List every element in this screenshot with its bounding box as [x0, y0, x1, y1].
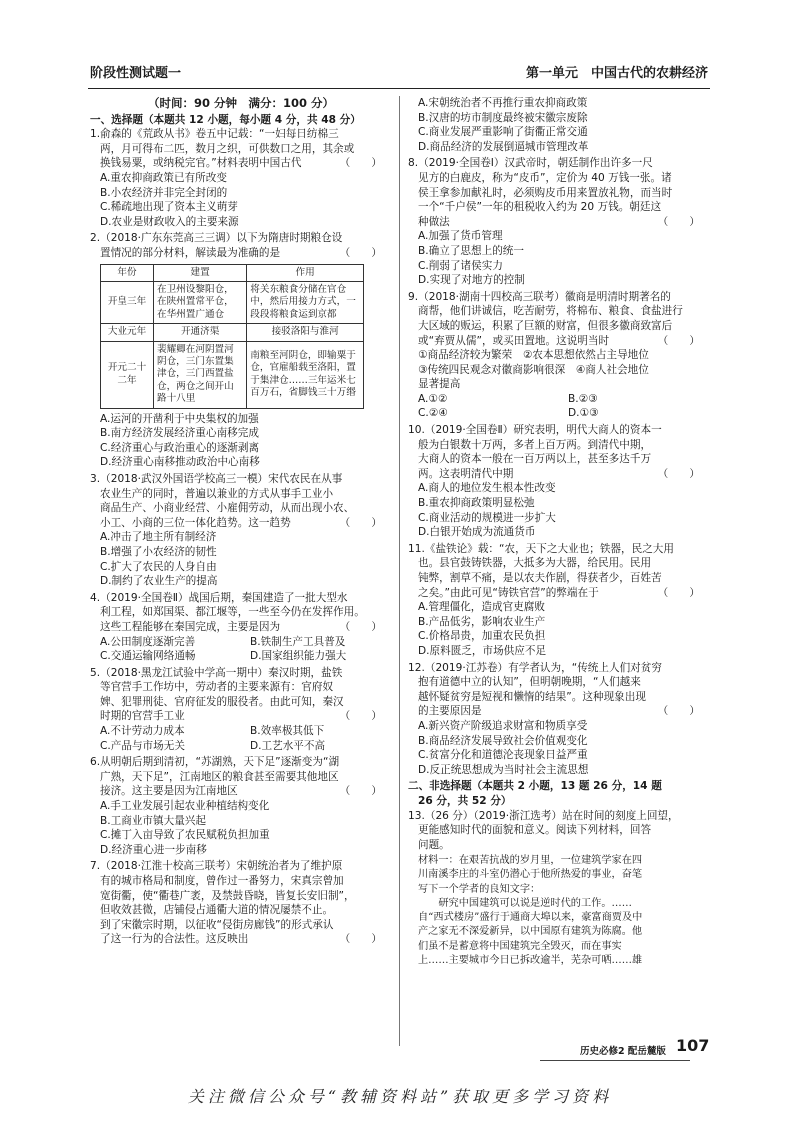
- option-c: C.商业活动的规模进一步扩大: [418, 511, 556, 524]
- question-5: [90, 666, 392, 754]
- option-a: A.新兴资产阶级追求财富和物质享受: [418, 719, 588, 732]
- option-c: C.稀疏地出现了资本主义萌芽: [100, 201, 238, 214]
- option-a: A.重农抑商政策已有所改变: [100, 171, 227, 184]
- question-stem-line: 4.（2019·全国卷Ⅱ）战国后期，秦国建造了一批大型水: [90, 591, 348, 604]
- question-stem-line: 9.（2018·湖南十四校高三联考）徽商是明清时期著名的: [408, 290, 671, 303]
- option-b: B.产品低劣，影响农业生产: [418, 615, 546, 628]
- section-choice-title: 一、选择题（本题共 12 小题，每小题 4 分，共 48 分）: [90, 113, 361, 126]
- option-a: A.宋朝统治者不再推行重农抑商政策: [418, 97, 588, 109]
- statement-line: 显著提高: [418, 378, 461, 391]
- table-cell-year: 开元二十二年: [101, 341, 154, 408]
- option-b: B.商品经济发展导致社会价值观变化: [418, 734, 588, 747]
- option-b: B.南方经济发展经济重心南移完成: [100, 427, 259, 440]
- question-stem-line: 换钱易粟，或纳税完官。”材料表明中国古代 （ ）: [90, 156, 392, 171]
- material-line: 自“西式楼房”盛行于通商大埠以来，豪富商贾及中: [418, 912, 643, 924]
- question-stem-line: 到了宋徽宗时期，以征收“侵街房廊钱”的形式承认: [100, 918, 334, 931]
- question-stem-line: 时期的官营手工业 （ ）: [90, 709, 392, 724]
- option-a: A.不计劳动力成本: [100, 725, 185, 738]
- option-a: A.①②: [418, 392, 448, 405]
- question-2: [90, 231, 392, 470]
- question-stem-line: 也。县官鼓铸铁器，大抵多为大器，给民用。民用: [418, 557, 652, 570]
- question-7-options: [408, 96, 710, 154]
- table-cell-build: 在卫州设黎阳仓，在陕州置常平仓，在华州置广通仓: [154, 281, 247, 323]
- question-stem-line: 两，月可得布二匹，数月之织，可供数口之用，其余或: [100, 142, 355, 155]
- promo-handwriting: 关注微信公众号“教辅资料站”获取更多学习资料: [187, 1087, 613, 1106]
- option-c: C.贫富分化和道德沦丧现象日益严重: [418, 749, 588, 762]
- question-stem-line: 抱有道德中立的认知”，但明朝晚期，“人们越来: [418, 676, 641, 689]
- option-a: A.公田制度逐渐完善: [100, 635, 196, 648]
- material-line: 材料一：在艰苦抗战的岁月里，一位建筑学家在四: [418, 855, 643, 867]
- time-limit: （时间：90 分钟 满分：100 分）: [147, 96, 334, 110]
- answer-paren: （ ）: [339, 710, 382, 723]
- header-unit-title: 第一单元 中国古代的农耕经济: [525, 66, 708, 81]
- question-stem-line: 的主要原因是 （ ）: [408, 704, 710, 719]
- option-c: C.②④: [418, 407, 448, 420]
- question-stem-line: 商品生产、小商业经营、小雇佣劳动，从而出现小农、: [100, 502, 355, 515]
- question-stem-line: 或“弃贾从儒”，或买田置地。这说明当时 （ ）: [408, 334, 710, 349]
- question-stem-line: 般为白银数十万两，多者上百万两。到清代中期，: [418, 438, 652, 451]
- page-header: [90, 62, 708, 84]
- option-d: D.商品经济的发展倒逼城市管理改革: [418, 140, 589, 153]
- question-stem-line: 置情况的部分材料，解读最为准确的是 （ ）: [90, 246, 392, 261]
- table-cell-year: 大业元年: [101, 324, 154, 341]
- question-stem-line: 钝弊，割草不痛，是以农夫作剧，得获者少，百姓苦: [418, 572, 662, 584]
- option-b: B.小农经济并非完全封闭的: [100, 186, 228, 199]
- option-row: [90, 635, 392, 650]
- option-b: B.增强了小农经济的韧性: [100, 545, 217, 558]
- material-line: 上……主要城市今日已拆改逾半，芜杂可哂……雄: [418, 954, 643, 966]
- question-4: [90, 591, 392, 664]
- material-line: 研究中国建筑可以说是逆时代的工作。……: [418, 897, 632, 909]
- option-a: A.管理僵化，造成官吏腐败: [418, 601, 545, 614]
- option-b: B.②③: [568, 392, 598, 405]
- option-b: B.工商业市镇大量兴起: [100, 814, 206, 827]
- answer-paren: （ ）: [339, 246, 382, 259]
- option-c: C.交通运输网络通畅: [100, 650, 196, 663]
- table-header-cell: 年份: [101, 264, 154, 281]
- question-stem-line: 但收效甚微，店铺侵占通衢大道的情况屡禁不止。: [100, 904, 334, 917]
- question-7: [90, 859, 392, 947]
- option-c: C.摊丁入亩导致了农民赋税负担加重: [100, 829, 270, 842]
- option-d: D.原料匮乏，市场供应不足: [418, 644, 547, 657]
- answer-paren: （ ）: [339, 785, 382, 798]
- option-d: D.反正统思想成为当时社会主流思想: [418, 763, 589, 776]
- question-stem-line: 8.（2019·全国卷Ⅰ）汉武帝时，朝廷制作出许多一尺: [408, 157, 653, 170]
- granary-table: [100, 264, 364, 409]
- material-line: 川南溪李庄的斗室仍潜心于他所热爱的事业，奋笔: [418, 869, 643, 881]
- question-stem-line: 等官营手工作坊中，劳动者的主要来源有：官府奴: [100, 681, 334, 694]
- footer-divider: [540, 1060, 690, 1061]
- left-column: [90, 96, 392, 947]
- option-a: A.加强了货币管理: [418, 230, 503, 243]
- answer-paren: （ ）: [657, 215, 700, 228]
- table-row: [101, 341, 364, 408]
- option-d: D.工艺水平不高: [250, 739, 326, 752]
- question-stem-line: 广熟，天下足”，江南地区的粮食甚至需要其他地区: [100, 770, 339, 783]
- question-stem-line: 侯王拿参加献礼时，必须购皮币用来置放礼物，而当时: [418, 186, 673, 199]
- question-9: [408, 290, 710, 421]
- question-stem-line: 2.（2018·广东东莞高三三调）以下为隋唐时期粮仓设: [90, 232, 343, 245]
- option-d: D.实现了对地方的控制: [418, 274, 525, 287]
- question-stem-line: 12.（2019·江苏卷）有学者认为，“传统上人们对贫穷: [408, 661, 662, 674]
- option-d: D.经济重心南移推动政治中心南移: [100, 456, 260, 469]
- page-number: 107: [676, 1036, 710, 1055]
- book-badge: 历史必修2 配岳麓版: [580, 1046, 666, 1057]
- question-stem-line: 7.（2018·江淮十校高三联考）宋朝统治者为了维护原: [90, 860, 343, 873]
- option-d: D.白银开始成为流通货币: [418, 526, 536, 539]
- option-a: A.手工业发展引起农业种植结构变化: [100, 800, 270, 813]
- question-stem-line: 问题。: [418, 838, 450, 851]
- question-stem-line: 小工、小商的三位一体化趋势。这一趋势 （ ）: [90, 516, 392, 531]
- material-line: 产之家无不深爱新异，以中国原有建筑为陈腐。他: [418, 926, 643, 938]
- question-stem-line: 10.（2019·全国卷Ⅱ）研究表明，明代大商人的资本一: [408, 424, 662, 437]
- answer-paren: （ ）: [339, 516, 382, 529]
- question-stem-line: 宽街衢，使“衢巷广袤，及禁鼓昏晓，皆复长安旧制”，: [100, 889, 355, 902]
- answer-paren: （ ）: [657, 467, 700, 480]
- table-row: [101, 281, 364, 323]
- option-row: [90, 649, 392, 664]
- answer-paren: （ ）: [339, 620, 382, 633]
- question-stem-line: 6.从明朝后期到清初，“苏湖熟，天下足”逐渐变为“湖: [90, 756, 340, 769]
- option-c: C.扩大了农民的人身自由: [100, 560, 217, 573]
- question-stem-line: 11.《盐铁论》载：“农，天下之大业也；铁器，民之大用: [408, 542, 674, 555]
- section-essay-title: 二、非选择题（本题共 2 小题，13 题 26 分，14 题: [408, 780, 662, 793]
- table-row: [101, 324, 364, 341]
- answer-paren: （ ）: [339, 157, 382, 170]
- question-8: [408, 156, 710, 287]
- option-c: C.价格昂贵，加重农民负担: [418, 630, 546, 643]
- question-stem-line: 大区域的贩运，积累了巨额的财富，但很多徽商致富后: [418, 319, 673, 332]
- answer-paren: （ ）: [657, 705, 700, 718]
- question-stem-line: 3.（2018·武汉外国语学校高三一模）宋代农民在从事: [90, 472, 343, 485]
- question-stem-line: 有的城市格局和制度，曾作过一番努力，宋真宗曾加: [100, 875, 344, 887]
- question-3: [90, 472, 392, 589]
- statement-line: ①商品经济较为繁荣 ②农本思想依然占主导地位: [418, 349, 649, 362]
- option-a: A.运河的开凿利于中央集权的加强: [100, 412, 259, 425]
- question-1: [90, 127, 392, 229]
- option-a: A.商人的地位发生根本性改变: [418, 482, 556, 495]
- table-cell-build: 开通济渠: [154, 324, 247, 341]
- question-stem-line: 1.俞森的《荒政从书》卷五中记载：“一妇每日纺棉三: [90, 128, 339, 141]
- column-divider: [399, 96, 400, 1046]
- option-row: [408, 406, 710, 421]
- question-stem-line: 两。这表明清代中期 （ ）: [408, 467, 710, 482]
- question-13: [408, 809, 710, 968]
- option-a: A.冲击了地主所有制经济: [100, 531, 217, 544]
- table-header-cell: 作用: [247, 264, 364, 281]
- question-10: [408, 423, 710, 540]
- table-cell-use: 接驳洛阳与淮河: [247, 324, 364, 341]
- question-stem-line: 5.（2018·黑龙江试验中学高一期中）秦汉时期，盐铁: [90, 666, 343, 679]
- option-d: D.农业是财政收入的主要来源: [100, 215, 239, 228]
- table-cell-use: 南粮至河阴仓，即输粟于仓，官雇船载至洛阳，置于集津仓……三年运米七百万石，省脚钱三十万缗: [247, 341, 364, 408]
- question-12: [408, 661, 710, 778]
- section-essay-title: 26 分，共 52 分）: [418, 794, 512, 807]
- option-b: B.确立了思想上的统一: [418, 244, 524, 257]
- question-stem-line: 婢、犯罪刑徒、官府征发的服役者。由此可知，秦汉: [100, 695, 344, 708]
- option-row: [90, 739, 392, 754]
- question-stem-line: 越怀疑贫穷是短视和懒惰的结果”。这种现象出现: [418, 690, 646, 703]
- option-c: C.商业发展严重影响了街衢正常交通: [418, 126, 588, 139]
- question-stem-line: 一个“千户侯”一年的租税收入约为 20 万钱。朝廷这: [418, 201, 662, 214]
- table-cell-year: 开皇三年: [101, 281, 154, 323]
- option-c: C.产品与市场无关: [100, 739, 185, 752]
- question-stem-line: 这些工程能够在秦国完成，主要是因为 （ ）: [90, 620, 392, 635]
- question-stem-line: 大商人的资本一般在一百万两以上，甚至多达千万: [418, 453, 652, 466]
- header-divider: [88, 88, 710, 89]
- option-d: D.制约了农业生产的提高: [100, 575, 218, 588]
- option-b: B.铁制生产工具普及: [250, 635, 346, 648]
- material-block: [408, 854, 710, 968]
- statement-line: ③传统四民观念对徽商影响很深 ④商人社会地位: [418, 363, 649, 376]
- question-stem-line: 商帮，他们讲诚信，吃苦耐劳，将棉布、粮食、食盐进行: [418, 305, 683, 318]
- question-11: [408, 542, 710, 659]
- question-stem-line: 更能感知时代的面貌和意义。阅读下列材料，回答: [418, 824, 652, 837]
- answer-paren: （ ）: [657, 586, 700, 599]
- option-c: C.经济重心与政治重心的逐渐剥离: [100, 441, 260, 454]
- table-header-cell: 建置: [154, 264, 247, 281]
- question-stem-line: 利工程，如郑国渠、都江堰等，一些至今仍在发挥作用。: [100, 606, 365, 619]
- option-b: B.效率极其低下: [250, 725, 325, 738]
- answer-paren: （ ）: [657, 334, 700, 347]
- option-b: B.汉唐的坊市制度最终被宋徽宗废除: [418, 111, 588, 124]
- question-stem-line: 了这一行为的合法性。这反映出 （ ）: [90, 932, 392, 947]
- question-stem-line: 13.（26 分）（2019·浙江选考）站在时间的刻度上回望，: [408, 809, 679, 822]
- table-cell-use: 将关东粮食分储在官仓中，然后用接力方式，一段段将粮食运到京都: [247, 281, 364, 323]
- question-stem-line: 种做法 （ ）: [408, 215, 710, 230]
- answer-paren: （ ）: [339, 933, 382, 946]
- table-header-row: [101, 264, 364, 281]
- option-b: B.重农抑商政策明显松弛: [418, 497, 535, 510]
- question-6: [90, 755, 392, 857]
- option-d: D.①③: [568, 407, 599, 420]
- header-test-title: 阶段性测试题一: [90, 66, 182, 81]
- question-stem-line: 接济。这主要是因为江南地区 （ ）: [90, 784, 392, 799]
- material-line: 写下一个学者的良知文字：: [418, 883, 541, 895]
- option-row: [408, 392, 710, 407]
- question-stem-line: 农业生产的同时，普遍以兼业的方式从事手工业小: [100, 487, 334, 500]
- option-row: [90, 724, 392, 739]
- option-d: D.国家组织能力强大: [250, 650, 347, 663]
- right-column: [408, 96, 710, 968]
- material-line: 们虽不是蓄意将中国建筑完全毁灭，而在事实: [418, 940, 622, 952]
- table-cell-build: 裴耀卿在河阴置河阴仓，三门东置集津仓，三门西置盐仓，两仓之间开山路十八里: [154, 341, 247, 408]
- question-stem-line: 见方的白鹿皮，称为“皮币”，定价为 40 万钱一张。诸: [418, 171, 672, 184]
- option-c: C.削弱了诸侯实力: [418, 259, 503, 272]
- question-stem-line: 之矣。”由此可见“铸铁官营”的弊端在于 （ ）: [408, 586, 710, 601]
- option-d: D.经济重心进一步南移: [100, 843, 207, 856]
